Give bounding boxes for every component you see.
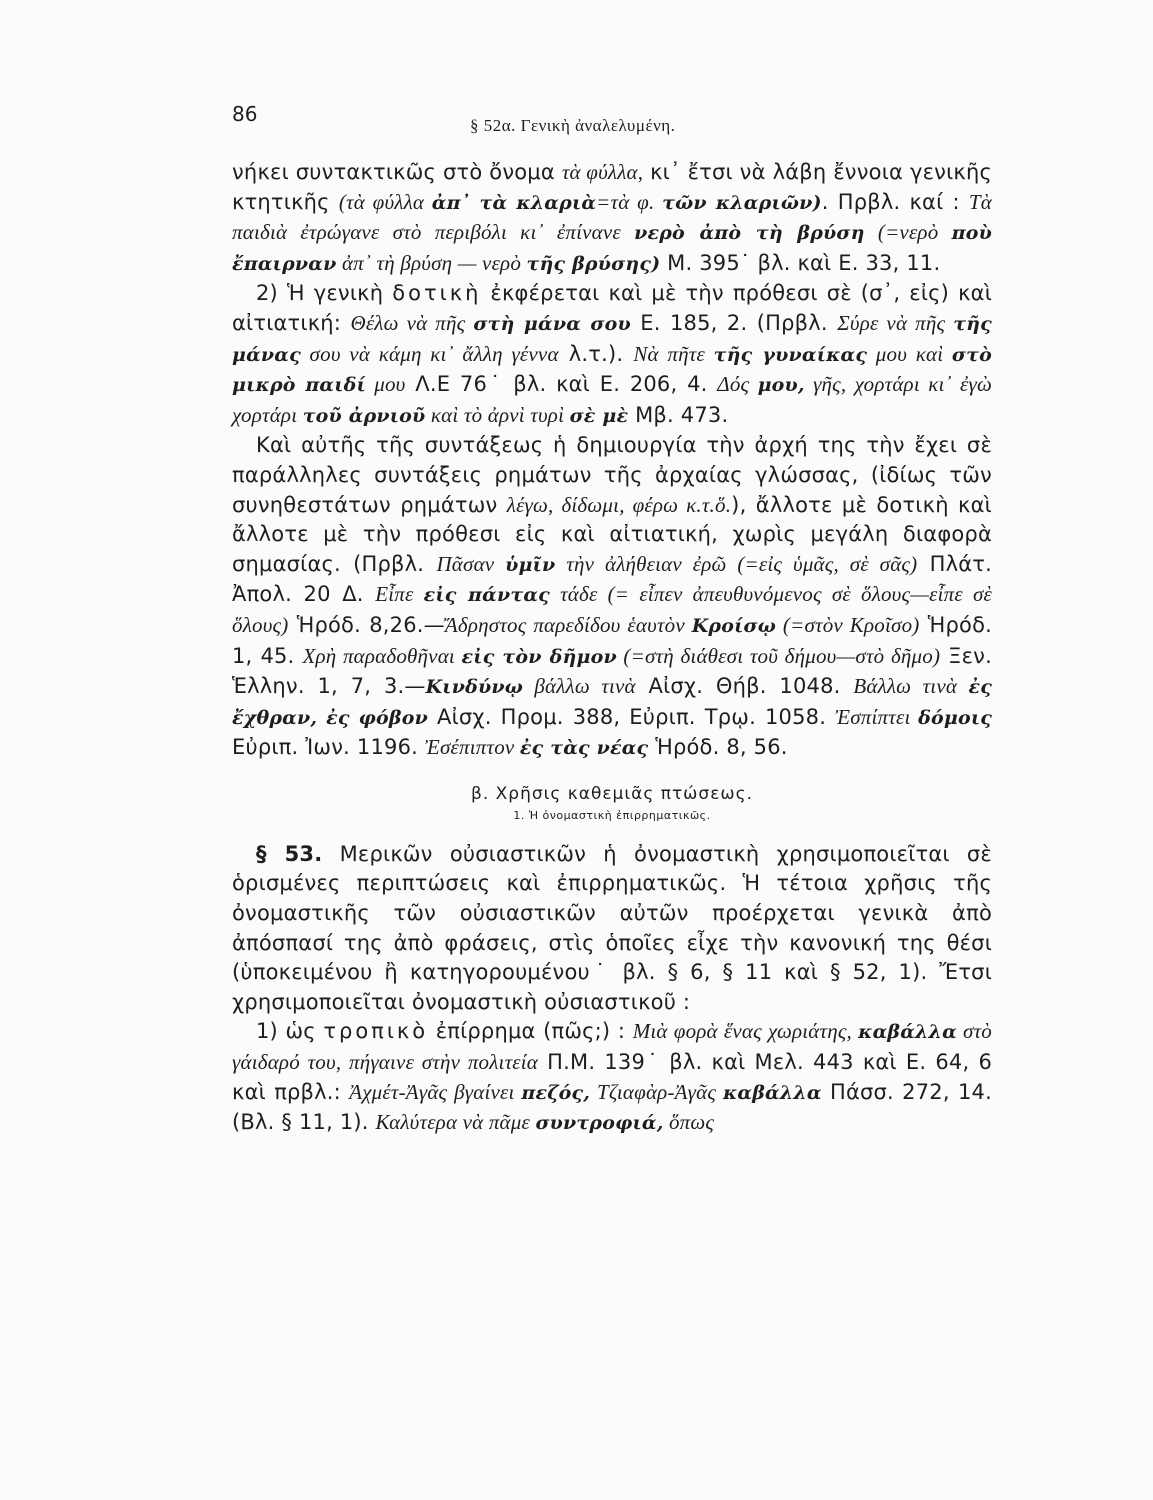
italic-run: ὅπως	[663, 1110, 715, 1135]
italic-run: τάδε (= εἶπεν ἀπευθυνόμενος σὲ ὅλους—εἶπε σὲ ὅλους)	[232, 582, 992, 637]
paragraph-modal	[232, 1017, 992, 1138]
text-run: 2) Ἡ γενικὴ	[256, 281, 393, 306]
italic-run: Ἐσέπιπτον	[424, 735, 520, 760]
spaced-term: δοτικὴ	[392, 281, 482, 306]
italic-run: βάλλω τινὰ	[523, 674, 636, 699]
text-run: ἐπίρρημα (πῶς;) :	[428, 1019, 633, 1044]
text-run: Αἰσχ. Θήβ. 1048.	[635, 674, 854, 699]
italic-run: (τὰ φύλλα	[338, 189, 432, 214]
spaced-term: τροπικὸ	[323, 1019, 429, 1044]
text-run: λ.τ.).	[558, 341, 634, 366]
italic-run: Σύρε νὰ πῆς	[837, 310, 954, 335]
italic-run: (=στὴ διάθεσι τοῦ δήμου—στὸ δῆμο)	[616, 643, 941, 668]
section-title: β. Χρῆσις καθεμιᾶς πτώσεως.	[470, 783, 754, 804]
text-run: Αἰσχ. Προμ. 388, Εὐριπ. Τρῳ. 1058.	[428, 704, 836, 729]
bold-italic-run: ποὺ ἔπαιρναν	[232, 222, 992, 275]
text-run: νήκει συντακτικῶς στὸ ὄνομα	[232, 160, 562, 184]
italic-run: στὸ γάιδαρό του, πήγαινε στὴν πολιτεία	[232, 1019, 992, 1075]
italic-run: Τὰ παιδιὰ ἐτρώγανε στὸ περιβόλι κι᾽ ἐπίνανε	[232, 189, 992, 245]
italic-run: Χρὴ παραδοθῆναι	[302, 643, 462, 668]
bold-italic-run: δόμοις	[918, 706, 992, 729]
bold-italic-run: συντροφιά,	[535, 1112, 664, 1135]
bold-italic-run: εἰς πάντας	[423, 584, 550, 607]
paragraph-53	[232, 840, 992, 1018]
paragraph-origin	[232, 431, 992, 764]
bold-italic-run: εἰς τὸν δῆμον	[461, 645, 617, 668]
italic-run: Μιὰ φορὰ ἕνας χωριάτης,	[632, 1019, 859, 1044]
text-run: Πλάτ. Ἀπολ. 20 Δ.	[232, 551, 993, 607]
bold-italic-run: νερὸ ἀπὸ τὴ βρύση	[634, 222, 865, 245]
bold-italic-run: στὴ μάνα σου	[473, 312, 631, 335]
running-head: § 52α. Γενικὴ ἀναλελυμένη.	[470, 116, 676, 135]
italic-run: σου νὰ κάμη κι᾽ ἄλλη γέννα	[300, 341, 559, 366]
italic-run: Ἄδρηστος παρεδίδου ἑαυτὸν	[444, 612, 692, 637]
text-run: 1) ὡς	[256, 1019, 324, 1044]
body-text	[232, 158, 992, 1139]
page-number: 86	[232, 102, 258, 126]
italic-run: Καλύτερα νὰ πᾶμε	[375, 1110, 536, 1135]
text-run: Ἡρόδ. 1, 45.	[232, 612, 992, 668]
bold-italic-run: τῆς γυναίκας	[713, 343, 868, 366]
bold-italic-run: ἐς ἔχθραν, ἐς φόβον	[232, 676, 992, 729]
text-run: Μερικῶν οὐσιαστικῶν ἡ ὀνομαστικὴ χρησιμοποιεῖται σὲ ὁρισμένες περιπτώσεις καὶ ἐπιρρηματικῶς. Ἡ τέτοια χρῆσις τῆς ὀνομαστικῆς τῶν οὐσιαστικῶν αὐτῶν προέρχεται γενικὰ ἀπὸ ἀπόσπασί της ἀπὸ φράσεις, στὶς ὁποῖες εἶχε τὴν κανονική της θέσι (ὑποκειμένου ἢ κατηγορουμένου˙ βλ. § 6, § 11 καὶ § 52, 1). Ἔτσι χρησιμοποιεῖται ὀνομαστικὴ οὐσιαστικοῦ :	[232, 841, 992, 1014]
text-run: Ε. 185, 2. (Πρβλ.	[630, 310, 838, 335]
italic-run: (=νερὸ	[864, 220, 952, 245]
bold-italic-run: σὲ μὲ	[569, 404, 629, 427]
text-run: Π.Μ. 139˙ βλ. καὶ Μελ. 443 καὶ Ε. 64, 6 καὶ πρβλ.:	[232, 1050, 992, 1104]
text-run: Καὶ αὐτῆς τῆς συντάξεως ἡ δημιουργία τὴν ἀρχή της τὴν ἔχει σὲ παράλληλες συντάξεις ρημάτων τῆς ἀρχαίας γλώσσας, (ἰδίως τῶν συνηθεστάτων ρημάτων	[232, 433, 992, 517]
italic-run: Τζιαφὰρ-Ἀγᾶς	[590, 1079, 723, 1104]
text-run: Ἡρόδ. 8, 56.	[648, 735, 788, 760]
bold-italic-run: Κινδύνῳ	[425, 676, 524, 699]
italic-run: Θέλω νὰ πῆς	[350, 310, 474, 335]
bold-italic-run: τῆς βρύσης)	[526, 252, 661, 275]
text-run: Εὐριπ. Ἰων. 1196.	[232, 735, 425, 760]
italic-run: μου	[365, 372, 406, 397]
italic-run: λέγω, δίδωμι, φέρω κ.τ.ὅ.	[506, 492, 732, 517]
italic-run: (=στὸν Κροῖσο)	[776, 612, 920, 637]
italic-run: Εἶπε	[375, 582, 424, 607]
text-run: Λ.Ε 76˙ βλ. καὶ Ε. 206, 4.	[405, 372, 718, 397]
italic-run: καὶ τὸ ἀρνὶ τυρὶ	[425, 402, 570, 427]
section-subtitle: 1. Ἡ ὀνομαστικὴ ἐπιρρηματικῶς.	[513, 808, 711, 822]
text-run: ), ἄλλοτε μὲ δοτικὴ καὶ ἄλλοτε μὲ τὴν πρόθεσι εἰς καὶ αἰτιατική, χωρὶς μεγάλη διαφορὰ σημασίας. (Πρβλ.	[232, 492, 992, 576]
text-run: Πάσσ. 272, 14. (Βλ. § 11, 1).	[232, 1079, 992, 1135]
italic-run: τὰ φύλλα,	[561, 160, 644, 184]
bold-italic-run: τοῦ ἀρνιοῦ	[302, 404, 426, 427]
italic-run: Νὰ πῆτε	[633, 341, 714, 366]
italic-run: Βάλλω τινὰ	[853, 674, 969, 699]
bold-italic-run: τῶν κλαριῶν)	[662, 191, 822, 214]
text-run: Ξεν. Ἑλλην. 1, 7, 3.—	[232, 643, 992, 699]
text-run: ἐκφέρεται καὶ μὲ τὴν πρόθεσι σὲ (σ᾽, εἰς) καὶ αἰτιατική:	[232, 281, 992, 335]
italic-run: Ἐσπίπτει	[835, 704, 919, 729]
bold-italic-run: Κροίσῳ	[691, 614, 777, 637]
bold-italic-run: μου,	[757, 374, 805, 397]
bold-italic-run: πεζός,	[521, 1081, 591, 1104]
text-run: κι᾽ ἔτσι νὰ λάβη ἔννοια γενικῆς κτητικῆς	[232, 160, 992, 214]
bold-italic-run: ἀπ᾽ τὰ κλαριὰ	[431, 191, 597, 214]
italic-run: Ἀχμέτ-Ἀγᾶς βγαίνει	[349, 1079, 522, 1104]
text-run: . Πρβλ. καί :	[821, 189, 969, 214]
text-run: Μβ. 473.	[628, 402, 729, 427]
italic-run: μου καὶ	[867, 341, 952, 366]
text-run: Μ. 395˙ βλ. καὶ Ε. 33, 11.	[660, 250, 941, 275]
text-run: Ἡρόδ. 8,26.—	[288, 612, 445, 637]
bold-italic-run: καβάλλα	[722, 1081, 822, 1104]
italic-run: Δός	[717, 372, 758, 397]
italic-run: τὴν ἀλήθειαν ἐρῶ (=εἰς ὑμᾶς, σὲ σᾶς)	[555, 551, 918, 576]
bold-italic-run: ἐς τὰς νέας	[519, 737, 649, 760]
italic-run: γῆς, χορτάρι κι᾽ ἐγὼ χορτάρι	[232, 372, 992, 427]
paragraph-continuation	[232, 158, 992, 279]
bold-italic-run: τῆς μάνας	[232, 312, 992, 366]
bold-italic-run: καβάλλα	[858, 1021, 957, 1044]
bold-italic-run: στὸ μικρὸ παιδί	[232, 343, 992, 397]
italic-run: =τὰ φ.	[596, 189, 663, 214]
paragraph-dative	[232, 279, 992, 431]
bold-italic-run: ὑμῖν	[505, 553, 556, 576]
italic-run: Πᾶσαν	[436, 551, 506, 576]
paragraph-number: § 53.	[256, 841, 323, 866]
italic-run: ἀπ᾽ τὴ βρύση — νερὸ	[336, 250, 527, 275]
